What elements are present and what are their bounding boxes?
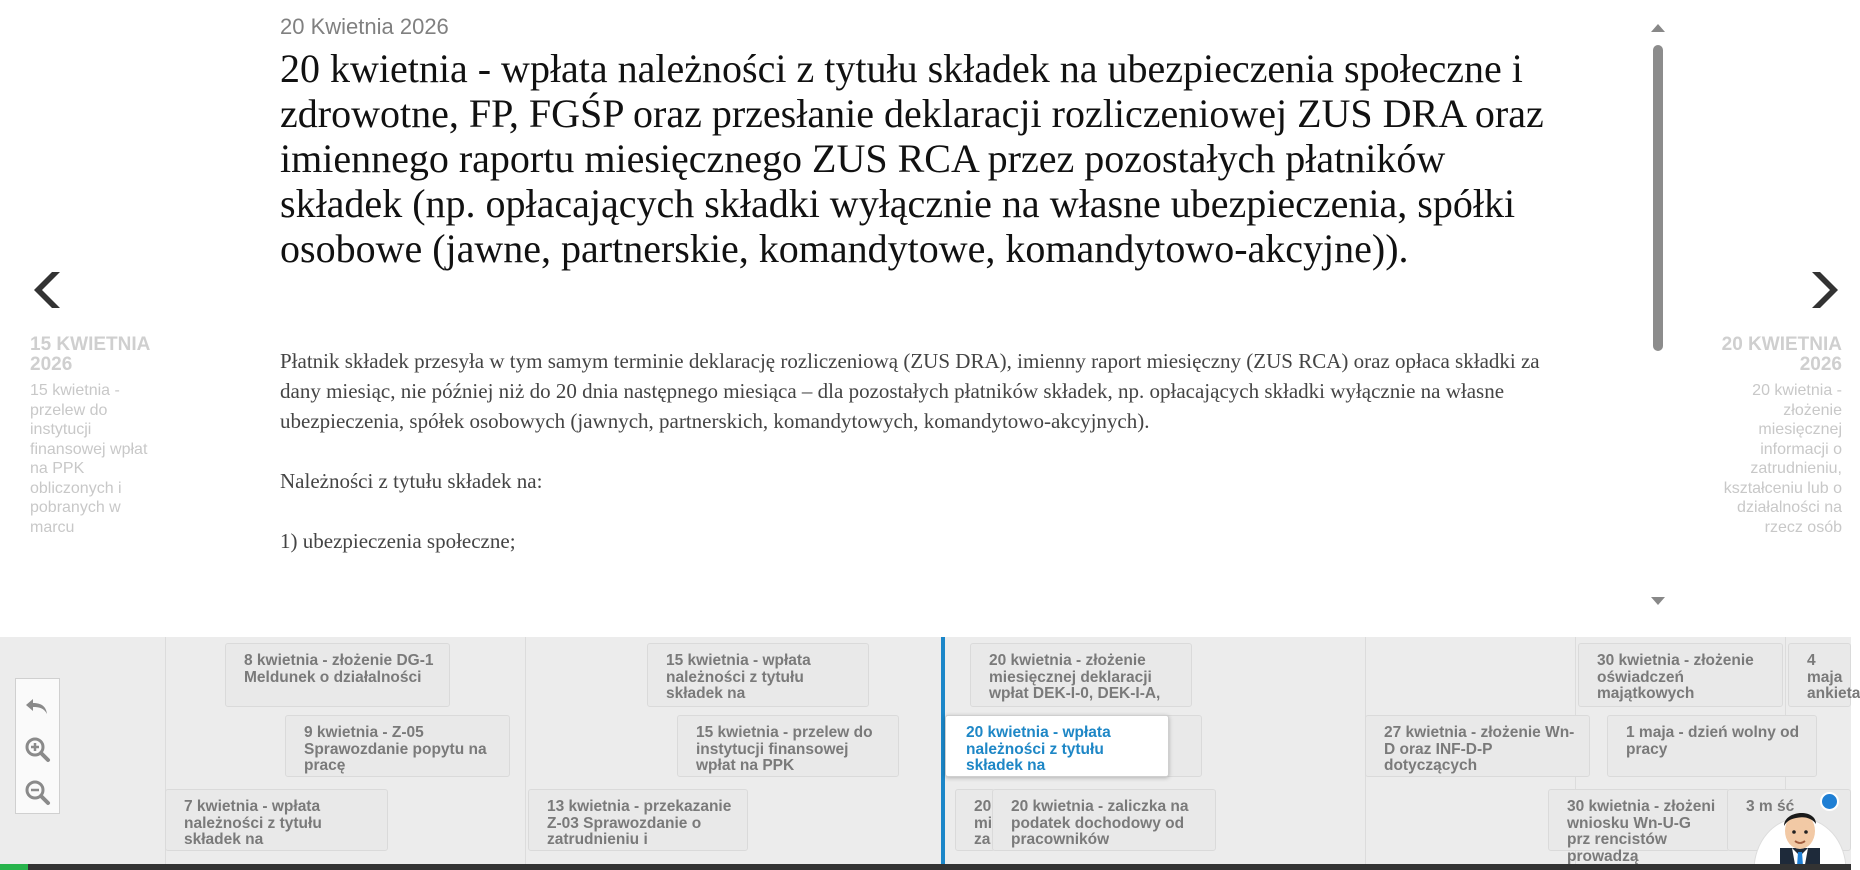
timeline-event[interactable]: 20 kwietnia - zaliczka na podatek dochodowy od pracowników bbox=[992, 789, 1216, 851]
timeline-event[interactable]: 3 m ść bbox=[1727, 789, 1851, 851]
prev-event-nav[interactable] bbox=[30, 270, 180, 537]
body-paragraph: 1) ubezpieczenia społeczne; bbox=[280, 529, 516, 553]
timeline-event-active[interactable]: 20 kwietnia - wpłata należności z tytułu składek na bbox=[945, 715, 1169, 777]
body-paragraph: Płatnik składek przesyła w tym samym terminie deklarację rozliczeniową (ZUS DRA), imienny raport miesięczny (ZUS RCA) oraz opłaca składki za dany miesiąc, nie później niż do 20 dnia następnego miesiąca – dla pozostałych płatników składek, np. opłacających składki wyłącznie na własne ubezpieczenia, spółek osobowych (jawnych, partnerskich, komandytowych, komandytowo-akcyjnych). bbox=[280, 349, 1540, 433]
event-headline: 20 kwietnia - wpłata należności z tytułu składek na ubezpieczenia społeczne i zdrowotne, FP, FGŚP oraz przesłanie deklaracji rozliczeniowej ZUS DRA oraz imiennego raportu miesięcznego ZUS RCA przez pozostałych płatników składek (np. opłacających składki wyłącznie na własne ubezpieczenia, spółki osobowe (jawne, partnerskie, komandytowe, komandytowo-akcyjne)). bbox=[280, 46, 1544, 271]
prev-event-text: 15 kwietnia - przelew do instytucji finansowej wpłat na PPK obliczonych i pobranych w marcu bbox=[30, 382, 148, 536]
next-event-text: 20 kwietnia - złożenie miesięcznej informacji o zatrudnieniu, kształceniu lub o działalności na rzecz osób bbox=[1723, 382, 1842, 536]
scroll-down-icon[interactable] bbox=[1650, 595, 1666, 607]
timeline-event[interactable]: 7 kwietnia - wpłata należności z tytułu składek na bbox=[165, 789, 388, 851]
timeline-event[interactable]: 13 kwietnia - przekazanie Z-03 Sprawozdanie o zatrudnieniu i bbox=[528, 789, 748, 851]
next-event-nav[interactable] bbox=[1690, 270, 1842, 537]
notification-badge bbox=[1820, 792, 1839, 811]
timeline-event[interactable]: 15 kwietnia - wpłata należności z tytułu składek na bbox=[647, 643, 869, 707]
timeline-event[interactable]: 15 kwietnia - przelew do instytucji finansowej wpłat na PPK bbox=[677, 715, 899, 777]
chevron-left-icon[interactable] bbox=[30, 270, 66, 310]
timeline-event[interactable]: 30 kwietnia - złożenie oświadczeń majątkowych bbox=[1578, 643, 1783, 707]
bottom-bar bbox=[0, 864, 1851, 870]
timeline-event[interactable]: 20 mi za bbox=[955, 789, 995, 851]
event-body bbox=[280, 346, 1580, 586]
prev-event-title: 15 KWIETNIA 2026 bbox=[30, 334, 150, 375]
timeline-event[interactable]: 8 kwietnia - złożenie DG-1 Meldunek o działalności bbox=[225, 643, 450, 707]
timeline-event[interactable]: 1 maja - dzień wolny od pracy bbox=[1607, 715, 1817, 777]
undo-icon[interactable] bbox=[22, 691, 52, 721]
zoom-in-icon[interactable] bbox=[22, 734, 52, 764]
timeline[interactable] bbox=[0, 637, 1860, 870]
scroll-up-icon[interactable] bbox=[1650, 22, 1666, 34]
timeline-event[interactable]: 20 kwietnia - złożenie miesięcznej deklaracji wpłat DEK-I-0, DEK-I-A, bbox=[970, 643, 1192, 707]
timeline-event[interactable]: 9 kwietnia - Z-05 Sprawozdanie popytu na pracę bbox=[285, 715, 510, 777]
scrollbar-thumb[interactable] bbox=[1653, 45, 1663, 351]
timeline-event[interactable]: 30 kwietnia - złożeni wniosku Wn-U-G prz rencistów prowadzą bbox=[1548, 789, 1730, 851]
bottom-bar-indicator bbox=[0, 864, 28, 870]
zoom-out-icon[interactable] bbox=[22, 777, 52, 807]
timeline-gridline bbox=[525, 637, 526, 870]
event-date: 20 Kwietnia 2026 bbox=[280, 14, 449, 39]
timeline-tools bbox=[15, 678, 60, 814]
next-event-title: 20 KWIETNIA 2026 bbox=[1721, 334, 1842, 375]
timeline-event[interactable]: 4 maja ankieta bbox=[1788, 643, 1851, 707]
chevron-right-icon[interactable] bbox=[1806, 270, 1842, 310]
timeline-event[interactable]: 27 kwietnia - złożenie Wn-D oraz INF-D-P dotyczących bbox=[1365, 715, 1590, 777]
body-paragraph: Należności z tytułu składek na: bbox=[280, 469, 543, 493]
